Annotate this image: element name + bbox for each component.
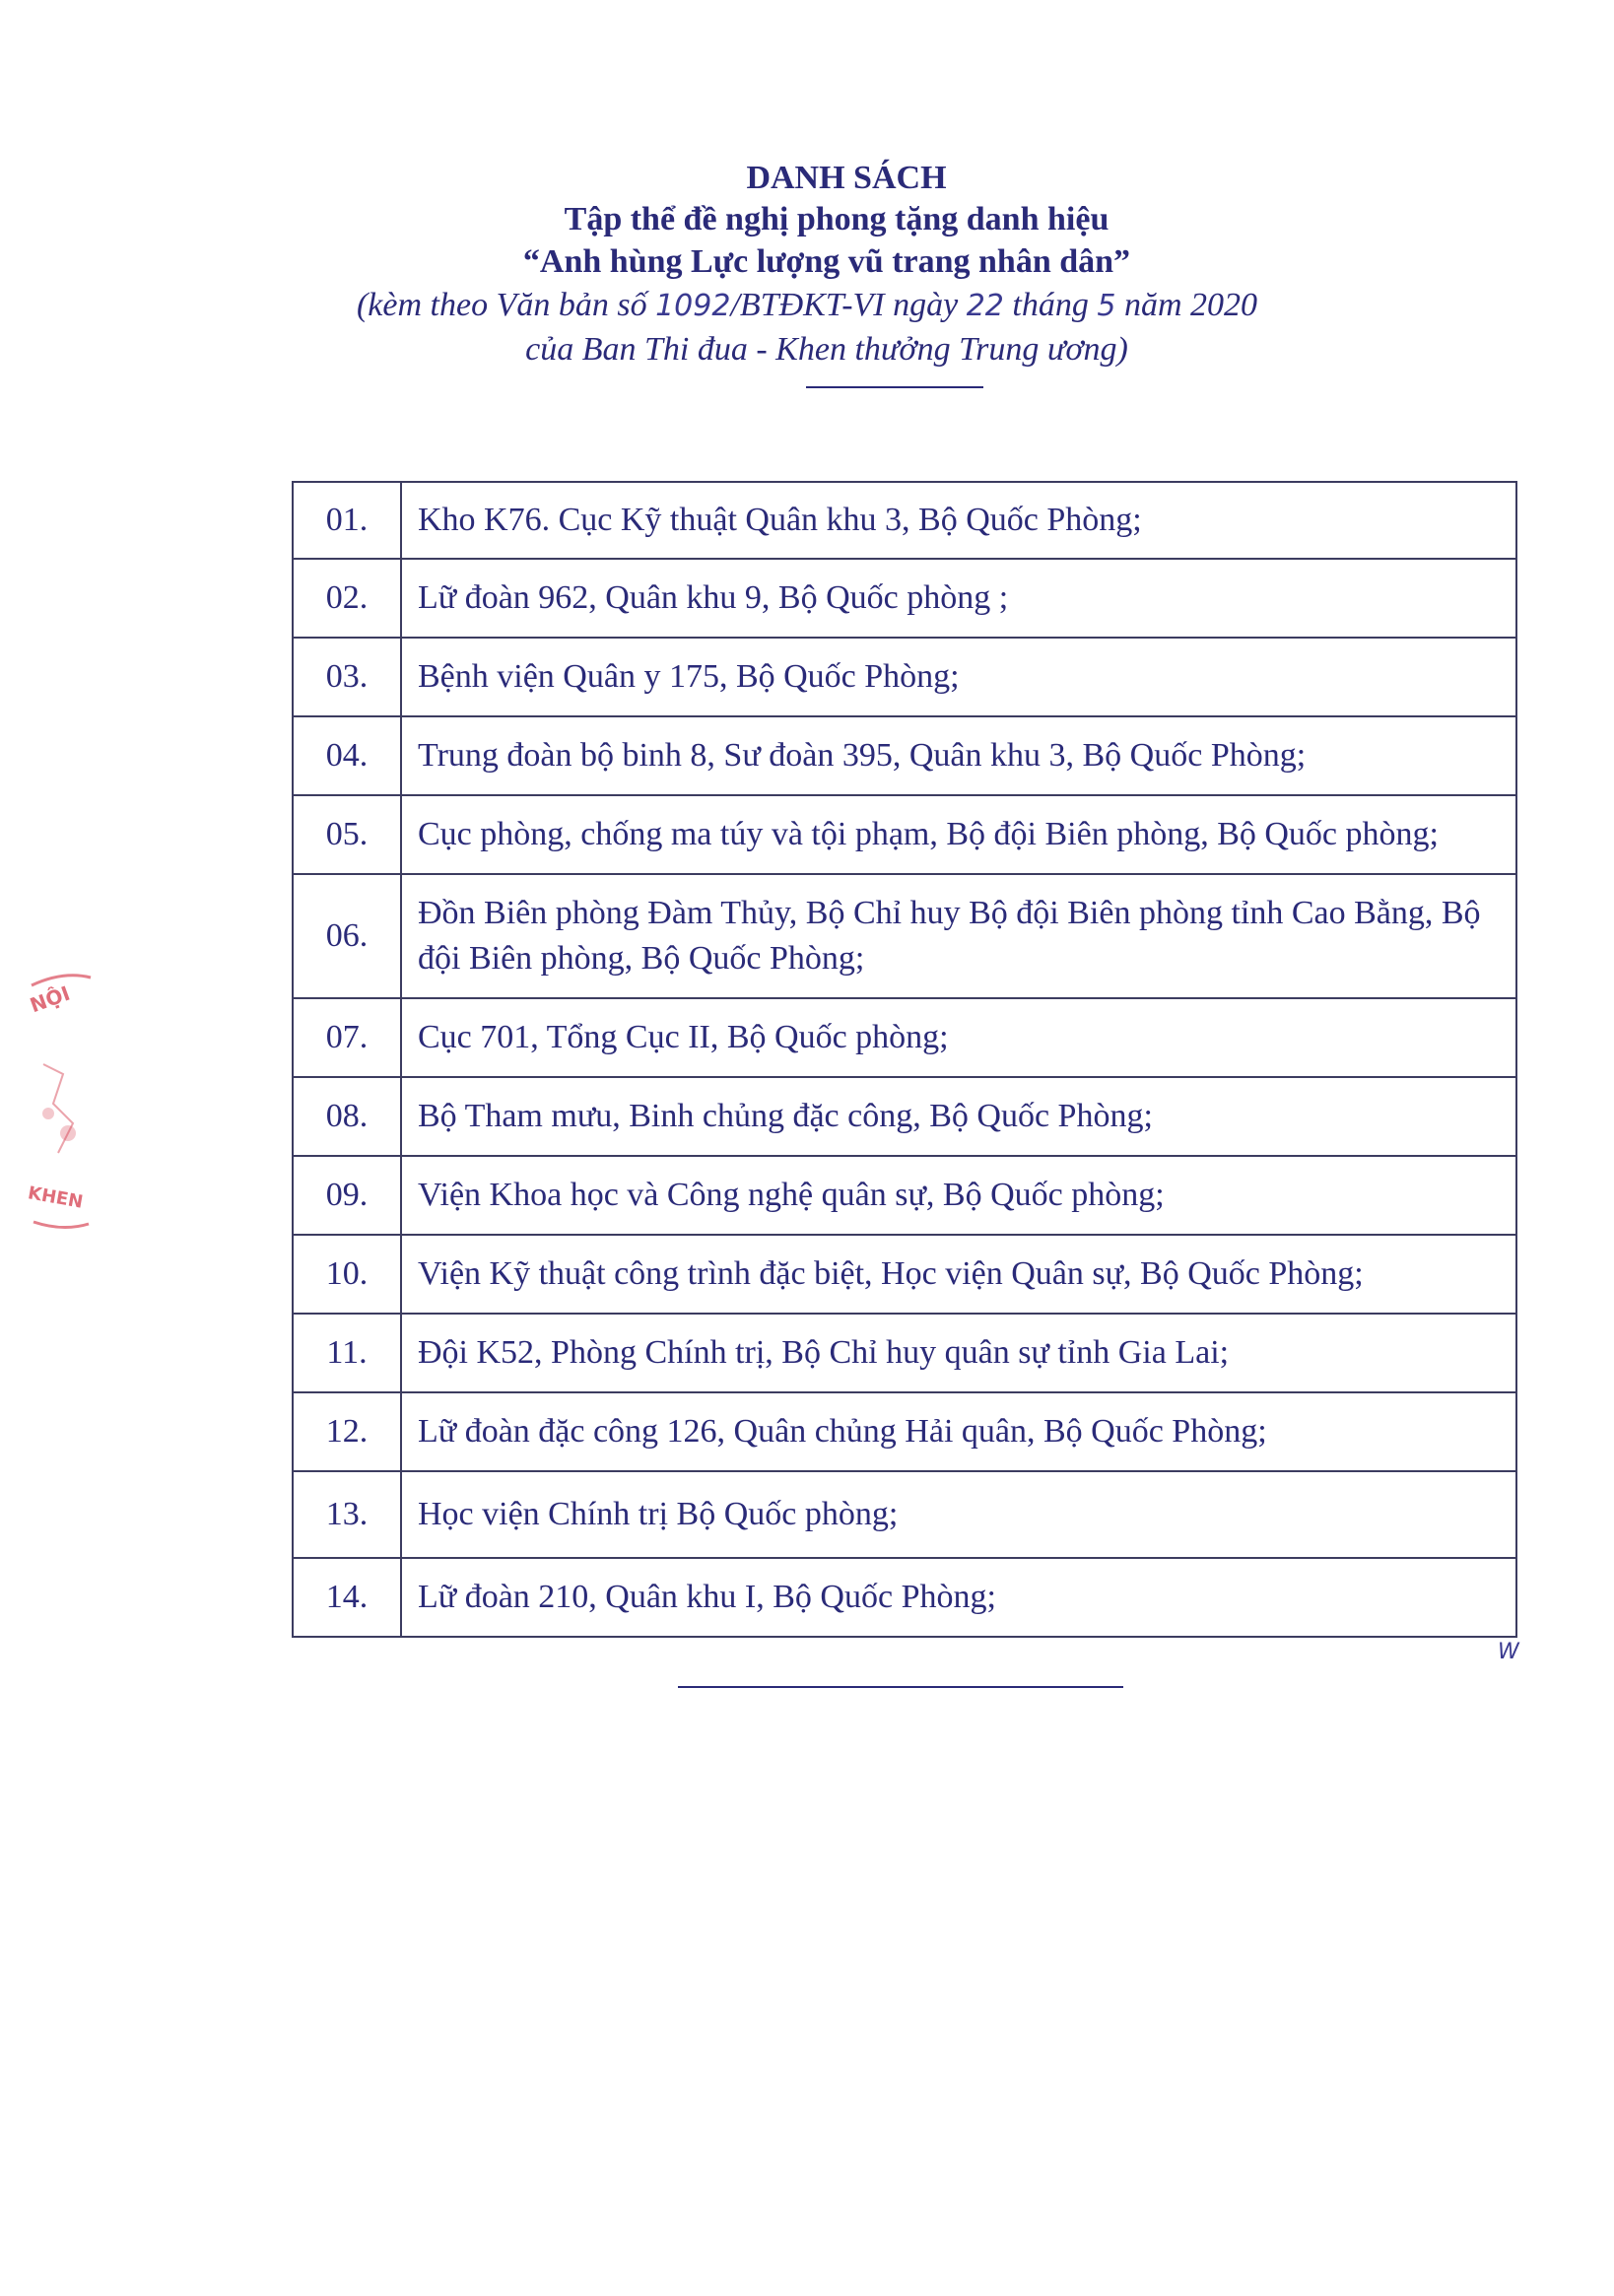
seal-text-top: NỘI (27, 980, 74, 1018)
document-subtitle: Tập thể đề nghị phong tặng danh hiệu (564, 201, 1110, 237)
table-row (293, 482, 1516, 559)
row-number: 07. (293, 998, 401, 1077)
document-day: 22 (966, 289, 1004, 323)
unit-name: Lữ đoàn đặc công 126, Quân chủng Hải quân, Bộ Quốc Phòng; (401, 1392, 1516, 1471)
table-row (293, 874, 1516, 998)
table-row (293, 1558, 1516, 1637)
unit-name: Đội K52, Phòng Chính trị, Bộ Chỉ huy quân sự tỉnh Gia Lai; (401, 1314, 1516, 1392)
handwritten-initials: W (1498, 1640, 1519, 1664)
unit-name: Viện Khoa học và Công nghệ quân sự, Bộ Quốc phòng; (401, 1156, 1516, 1235)
document-code: /BTĐKT-VI ngày (730, 287, 959, 323)
table-row (293, 1314, 1516, 1392)
month-label: tháng (1012, 287, 1089, 323)
unit-name: Cục 701, Tổng Cục II, Bộ Quốc phòng; (401, 998, 1516, 1077)
document-header (0, 158, 1614, 371)
table-row (293, 716, 1516, 795)
attachment-line (0, 284, 1614, 328)
row-number: 08. (293, 1077, 401, 1156)
row-number: 01. (293, 482, 401, 559)
row-number: 13. (293, 1471, 401, 1558)
table-row (293, 638, 1516, 716)
table-row (293, 1392, 1516, 1471)
unit-name: Trung đoàn bộ binh 8, Sư đoàn 395, Quân khu 3, Bộ Quốc Phòng; (401, 716, 1516, 795)
unit-name: Viện Kỹ thuật công trình đặc biệt, Học viện Quân sự, Bộ Quốc Phòng; (401, 1235, 1516, 1314)
unit-name: Đồn Biên phòng Đàm Thủy, Bộ Chỉ huy Bộ đội Biên phòng tỉnh Cao Bằng, Bộ đội Biên phòng, Bộ Quốc Phòng; (401, 874, 1516, 998)
header-divider (806, 386, 983, 388)
row-number: 12. (293, 1392, 401, 1471)
document-number: 1092 (655, 289, 731, 323)
row-number: 14. (293, 1558, 401, 1637)
unit-list-table (292, 481, 1517, 1638)
table-row (293, 1235, 1516, 1314)
table-row (293, 998, 1516, 1077)
seal-text-bottom: KHEN (26, 1182, 85, 1213)
unit-name: Bộ Tham mưu, Binh chủng đặc công, Bộ Quốc Phòng; (401, 1077, 1516, 1156)
unit-name: Lữ đoàn 210, Quân khu I, Bộ Quốc Phòng; (401, 1558, 1516, 1637)
unit-name: Kho K76. Cục Kỹ thuật Quân khu 3, Bộ Quốc Phòng; (401, 482, 1516, 559)
document-title: DANH SÁCH (746, 160, 947, 196)
row-number: 10. (293, 1235, 401, 1314)
unit-name: Cục phòng, chống ma túy và tội phạm, Bộ đội Biên phòng, Bộ Quốc phòng; (401, 795, 1516, 874)
table-row (293, 795, 1516, 874)
end-divider (678, 1686, 1123, 1688)
row-number: 05. (293, 795, 401, 874)
document-month: 5 (1097, 289, 1116, 323)
issuer-line: của Ban Thi đua - Khen thưởng Trung ương) (525, 331, 1128, 368)
year-label: năm 2020 (1123, 287, 1257, 323)
unit-name: Lữ đoàn 962, Quân khu 9, Bộ Quốc phòng ; (401, 559, 1516, 638)
row-number: 09. (293, 1156, 401, 1235)
table-row (293, 1156, 1516, 1235)
unit-name: Bệnh viện Quân y 175, Bộ Quốc Phòng; (401, 638, 1516, 716)
honor-title: “Anh hùng Lực lượng vũ trang nhân dân” (522, 243, 1131, 280)
row-number: 06. (293, 874, 401, 998)
row-number: 11. (293, 1314, 401, 1392)
table-row (293, 559, 1516, 638)
row-number: 03. (293, 638, 401, 716)
table-row (293, 1471, 1516, 1558)
unit-name: Học viện Chính trị Bộ Quốc phòng; (401, 1471, 1516, 1558)
row-number: 02. (293, 559, 401, 638)
row-number: 04. (293, 716, 401, 795)
red-seal-stamp (24, 966, 93, 1261)
attachment-prefix: (kèm theo Văn bản số (356, 287, 647, 323)
table-row (293, 1077, 1516, 1156)
unit-list-body (293, 482, 1516, 1637)
